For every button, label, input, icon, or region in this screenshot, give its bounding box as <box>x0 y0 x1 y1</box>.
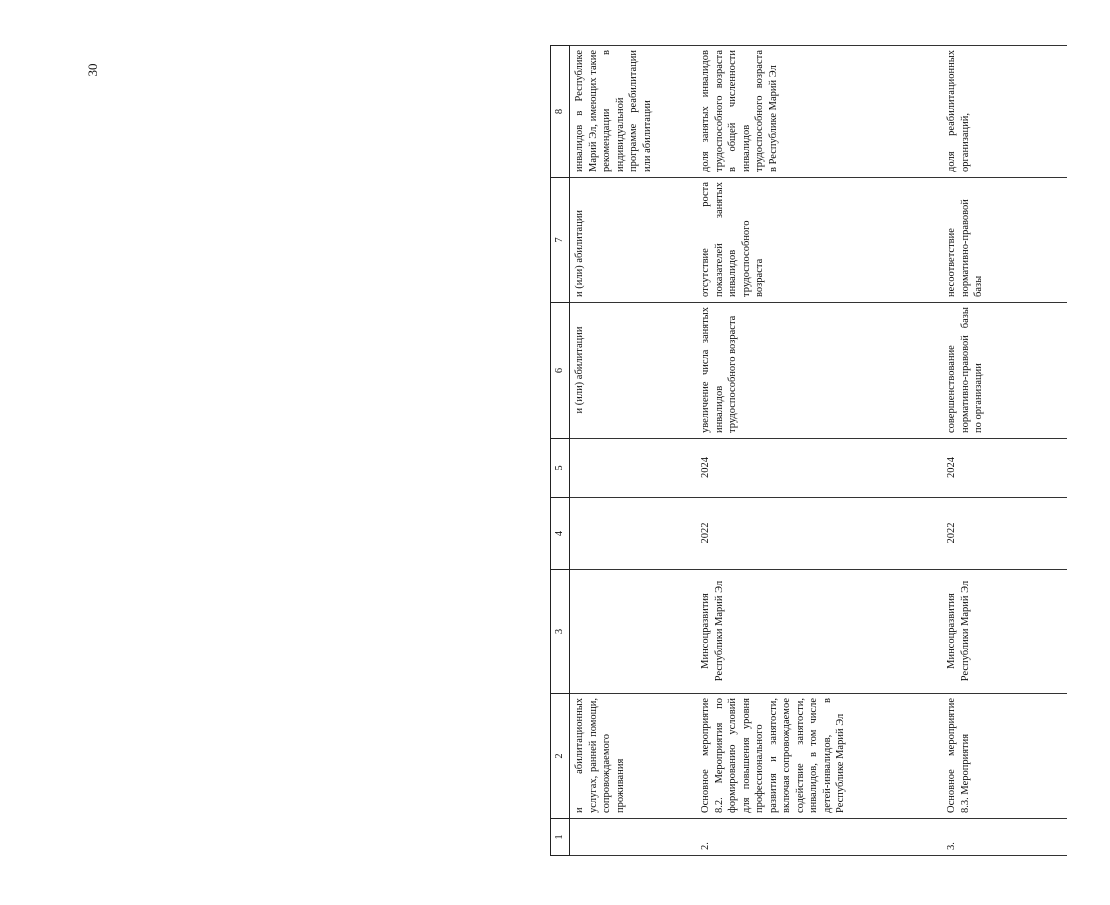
cell-end-year: 2024 <box>693 439 939 498</box>
cell-indicator: доля занятых инвалидов трудоспособного возраста в общей численности инвалидов трудоспособного возраста в Республике Марий Эл <box>693 46 939 178</box>
cell-number: 2. <box>693 819 939 856</box>
cell-executor: Минсоцразвития Республики Марий Эл <box>939 570 1067 694</box>
cell-activity: Основное мероприятие 8.2. Мероприятия по формированию условий для повышения уровня профессионального развития и занятости, включая сопровождаемое содействие занятости, инвалидов, в том числе детей-инвалидов, в Республике Марий Эл <box>693 694 939 819</box>
cell-activity: и абилитационных услугах, ранней помощи, сопровождаемого проживания <box>570 694 694 819</box>
cell-consequence: и (или) абилитации <box>570 178 694 303</box>
column-header: 2 <box>551 694 570 819</box>
cell-expected-result: и (или) абилитации <box>570 303 694 439</box>
cell-indicator: инвалидов в Республике Марий Эл, имеющих такие рекомендации в индивидуальной программе реабилитации или абилитации <box>570 46 694 178</box>
cell-consequence: отсутствие роста показателей занятых инвалидов трудоспособного возраста <box>693 178 939 303</box>
cell-consequence: несоответствие нормативно-правовой базы <box>939 178 1067 303</box>
column-header: 6 <box>551 303 570 439</box>
table-row <box>939 46 1067 856</box>
page-number: 30 <box>85 63 100 77</box>
cell-start-year: 2022 <box>693 498 939 570</box>
program-activities-table <box>550 45 1067 856</box>
cell-expected-result: увеличение числа занятых инвалидов трудоспособного возраста <box>693 303 939 439</box>
cell-start-year: 2022 <box>939 498 1067 570</box>
rotated-table-sheet <box>550 46 1110 856</box>
column-header: 8 <box>551 46 570 178</box>
cell-activity: Основное мероприятие 8.3. Мероприятия <box>939 694 1067 819</box>
table-header-row <box>551 46 570 856</box>
column-header: 7 <box>551 178 570 303</box>
table-row <box>693 46 939 856</box>
table-row-continuation <box>570 46 694 856</box>
column-header: 5 <box>551 439 570 498</box>
column-header: 3 <box>551 570 570 694</box>
column-header: 4 <box>551 498 570 570</box>
cell-end-year <box>570 439 694 498</box>
cell-end-year: 2024 <box>939 439 1067 498</box>
cell-start-year <box>570 498 694 570</box>
column-header: 1 <box>551 819 570 856</box>
cell-expected-result: совершенствование нормативно-правовой базы по организации <box>939 303 1067 439</box>
cell-number: 3. <box>939 819 1067 856</box>
cell-executor: Минсоцразвития Республики Марий Эл <box>693 570 939 694</box>
cell-executor <box>570 570 694 694</box>
cell-number <box>570 819 694 856</box>
cell-indicator: доля реабилитационных организаций, <box>939 46 1067 178</box>
